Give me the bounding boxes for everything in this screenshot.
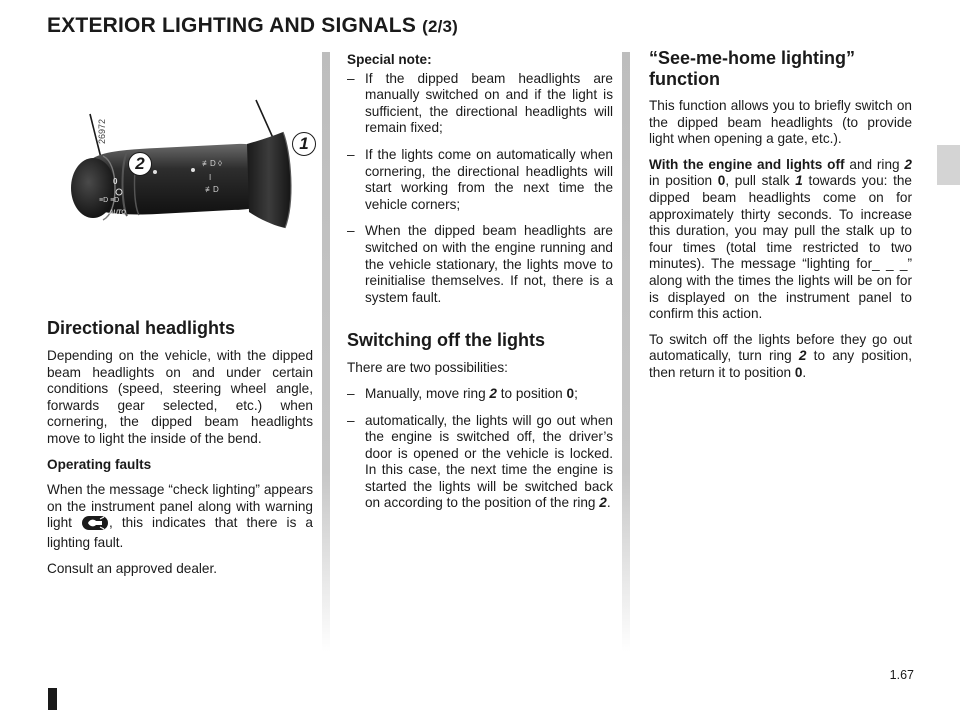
instructions-text-b: in position: [649, 173, 718, 189]
manual-text-c: ;: [574, 385, 578, 401]
instructions-text-a: and ring: [844, 156, 905, 172]
ring-number: 2: [489, 385, 497, 401]
page-title-subtitle: (2/3): [422, 17, 459, 36]
instructions-lead: With the engine and lights off: [649, 156, 845, 172]
svg-text:AUTO: AUTO: [109, 210, 126, 216]
switching-off-intro: There are two possibilities:: [347, 360, 508, 376]
directional-headlights-heading: Directional headlights: [47, 318, 236, 338]
switch-off-text-a: To switch off the lights before they go out automatically, turn ring: [649, 331, 912, 364]
directional-headlights-body: Depending on the vehicle, with the dipped beam headlights on and under certain conditions (speed, steering wheel angle, forwards gear selected, etc.) when cornering, the dipped beam headlights move to light the inside of the bend.: [47, 348, 313, 446]
svg-text:≢D ◊: ≢D ◊: [202, 159, 222, 168]
directional-headlights-section: [47, 318, 313, 586]
page-title: [47, 14, 458, 38]
section-tab-marker: [937, 145, 960, 185]
page-title-text: EXTERIOR LIGHTING AND SIGNALS: [47, 14, 417, 37]
svg-text:≡D ≡D: ≡D ≡D: [99, 197, 120, 204]
figure-code: 26972: [97, 118, 107, 144]
special-note-item: – If the dipped beam headlights are manually switched on and if the light is sufficient, the directional headlights will remain fixed;: [347, 71, 613, 137]
special-note-item: – When the dipped beam headlights are switched on with the engine running and the vehicle stationary, the lights move to reinitialise themselves. If not, there is a system fault.: [347, 223, 613, 306]
special-note-section: [347, 52, 613, 522]
instructions-text-d: towards you: the dipped beam headlights come on for approximately thirty seconds. To increase this duration, you may pull the stalk up to four times (total time restricted to two minutes). The message “lighting for_ _ _” along with the times the lights will be on for is displayed on the instrument panel to confirm this action.: [649, 173, 912, 322]
callout-1: 1: [292, 132, 316, 156]
switching-off-list: [347, 386, 613, 512]
special-note-label: Special note:: [347, 52, 432, 67]
ring-number: 2: [599, 495, 607, 511]
stalk-figure: [47, 52, 313, 234]
ring-number: 2: [904, 156, 912, 172]
instructions-text-c: , pull stalk: [725, 173, 796, 189]
switching-off-item-auto: [347, 413, 613, 513]
operating-faults-text-part1: When the message “check lighting” appears on the instrument panel along with warning light: [47, 482, 313, 531]
see-me-home-switch-off: [649, 332, 912, 382]
svg-text:0: 0: [113, 177, 118, 186]
ring-number: 2: [798, 348, 807, 364]
switch-off-text-b: to any position, then return it to position: [649, 348, 912, 380]
operating-faults-text-part2: , this indicates that there is a lighting fault.: [47, 515, 313, 550]
svg-text:I: I: [209, 173, 212, 182]
switch-off-text-c: .: [802, 364, 807, 380]
position-number: 0: [717, 173, 726, 189]
stalk-number: 1: [795, 173, 803, 189]
callout-2: 2: [128, 152, 152, 176]
callout-1-leader: [256, 100, 273, 138]
special-note-item: – If the lights come on automatically when cornering, the directional headlights will start working from the next time the vehicle corners;: [347, 147, 613, 213]
light-stalk-illustration: [47, 52, 313, 234]
auto-text-a: automatically, the lights will go out when the engine is switched off, the driver’s door is opened or the vehicle is locked. In this case, the next time the engine is started the lights will be switched back on according to the position of the ring: [365, 412, 613, 511]
position-number: 0: [566, 385, 575, 401]
see-me-home-intro: This function allows you to briefly switch on the dipped beam headlights (to provide light when opening a gate, etc.).: [649, 98, 912, 147]
column-divider-right: [622, 52, 630, 652]
manual-text-b: to position: [496, 385, 567, 401]
special-note-list: [347, 71, 613, 307]
manual-text-a: Manually, move ring: [365, 385, 490, 401]
consult-dealer-text: Consult an approved dealer.: [47, 560, 218, 576]
see-me-home-heading: “See-me-home lighting” function: [649, 48, 856, 89]
switching-off-item-manual: [347, 386, 613, 403]
see-me-home-instructions: [649, 157, 912, 323]
see-me-home-section: [649, 48, 912, 391]
page-number: 1.67: [889, 668, 914, 682]
corner-mark: [48, 688, 57, 710]
position-number: 0: [794, 364, 803, 380]
column-divider-left: [322, 52, 330, 652]
auto-text-b: .: [606, 495, 611, 511]
svg-text:≢D: ≢D: [205, 185, 219, 194]
warning-light-icon: [82, 516, 108, 535]
operating-faults-text: [47, 482, 313, 551]
switching-off-heading: Switching off the lights: [347, 330, 545, 351]
operating-faults-heading: Operating faults: [47, 456, 152, 472]
